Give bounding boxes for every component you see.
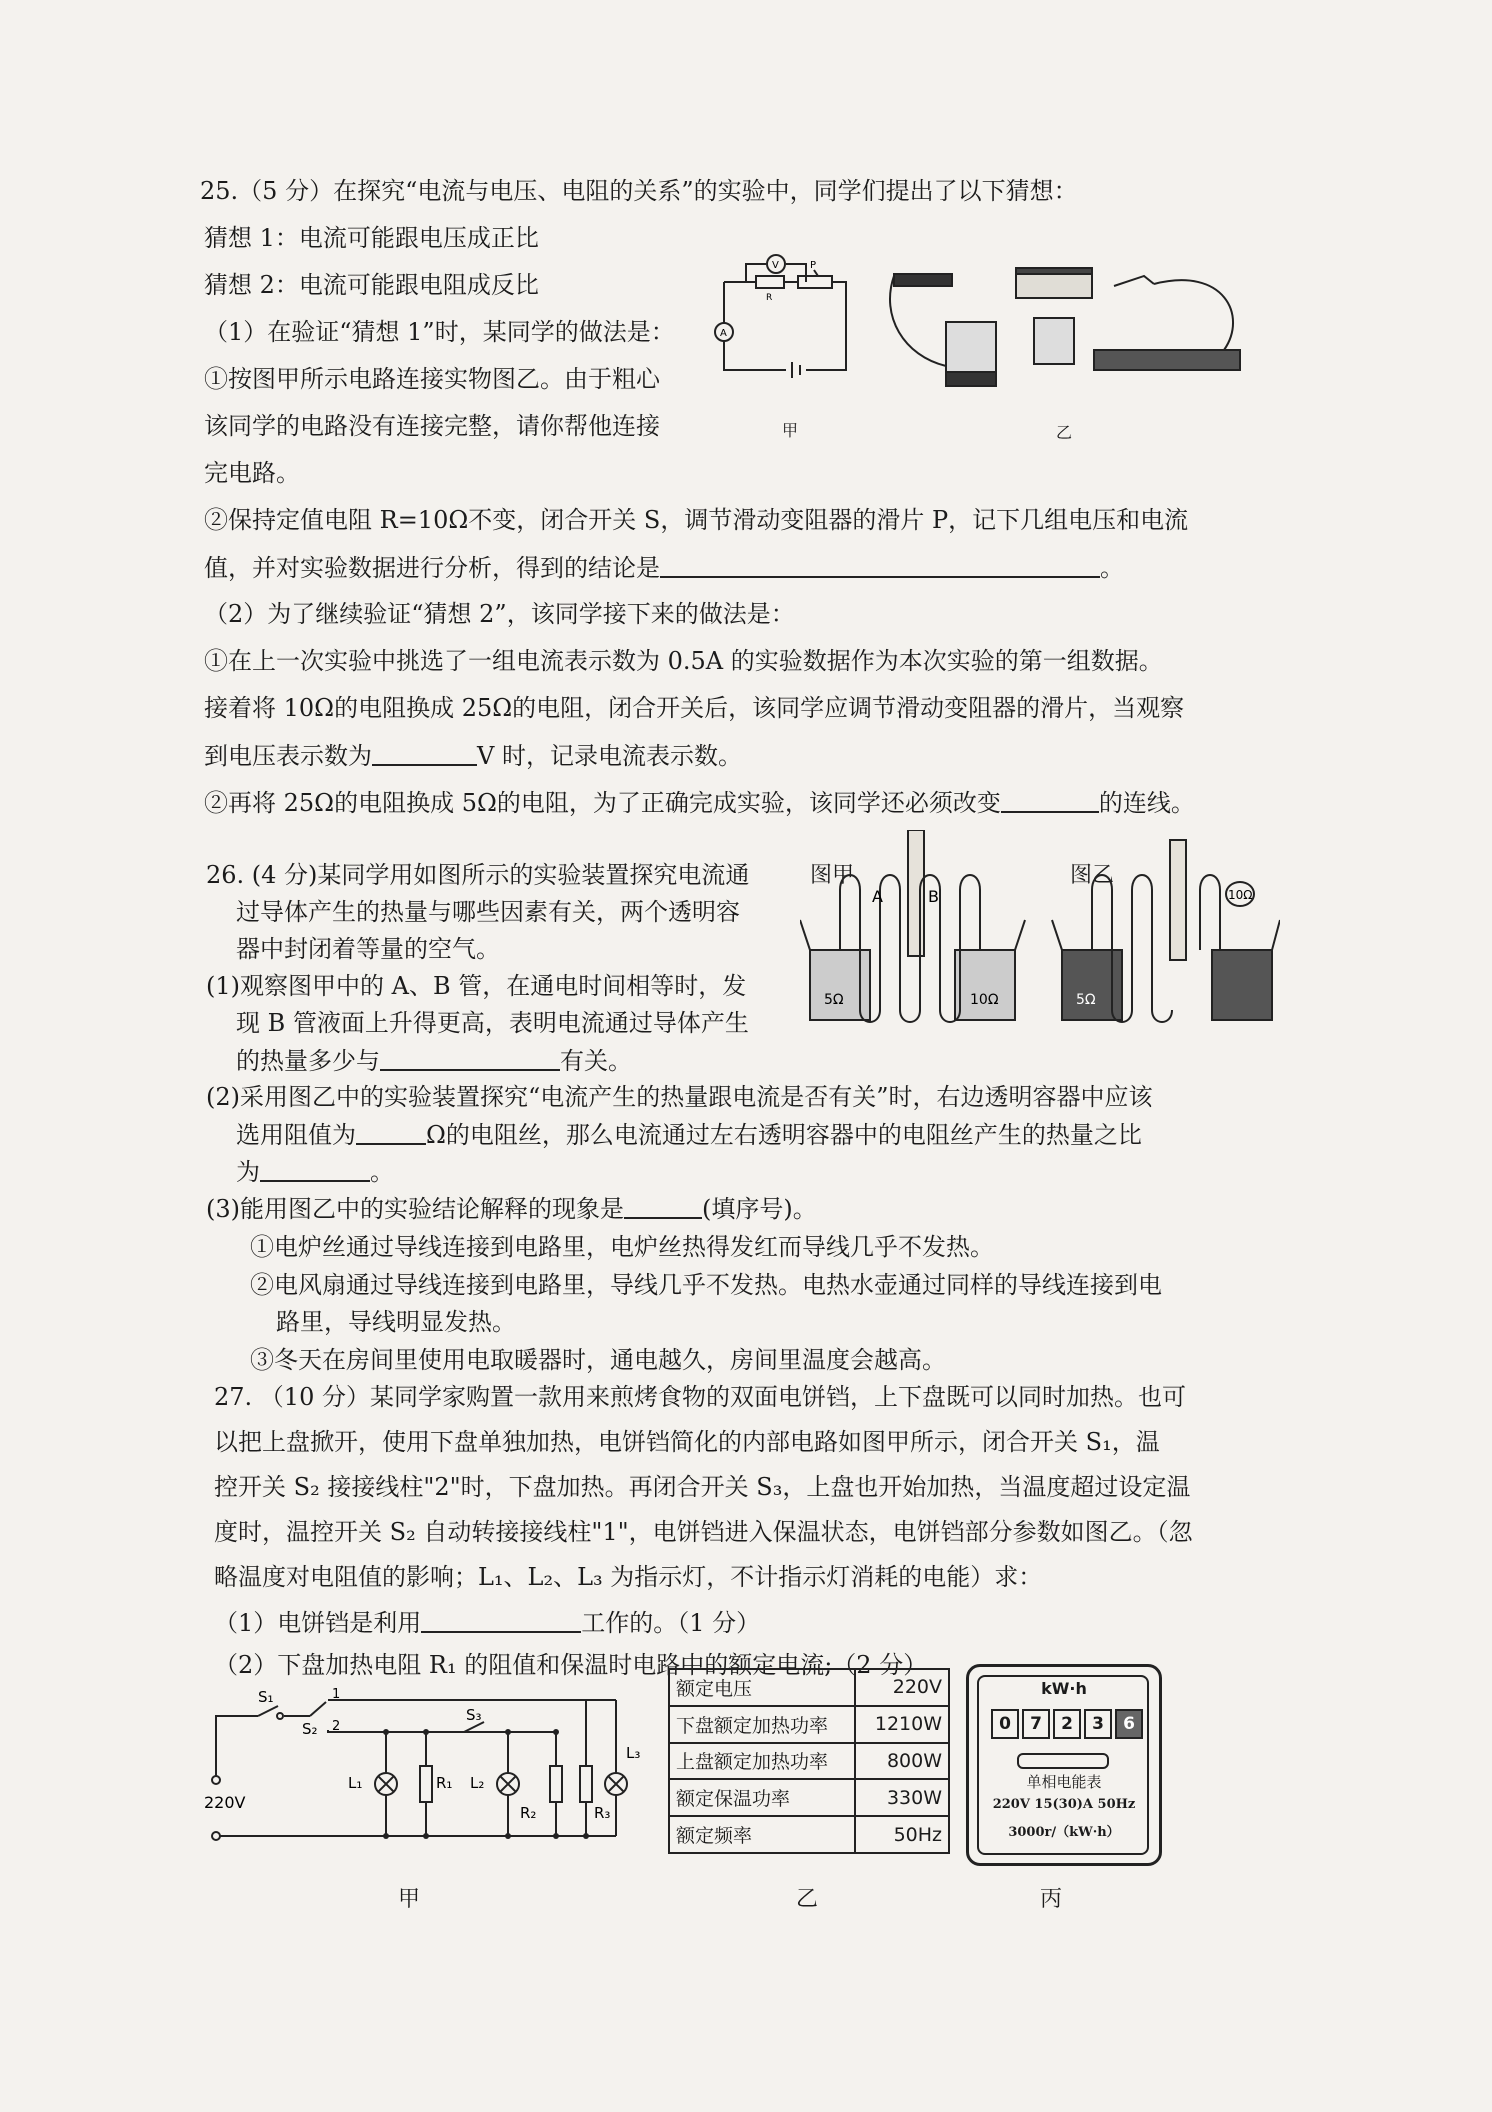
param-value: 330W <box>855 1779 949 1816</box>
q25-part2a-line2: 接着将 10Ω的电阻换成 25Ω的电阻，闭合开关后，该同学应调节滑动变阻器的滑片，当观察 <box>204 694 1185 722</box>
q27-meter-spec: 220V 15(30)A 50Hz <box>992 1797 1136 1812</box>
q26-ratio-blank[interactable] <box>260 1156 370 1182</box>
q26-stem-line1: 26. (4 分)某同学用如图所示的实验装置探究电流通 <box>206 861 750 889</box>
q27-sub1-text: （1）电饼铛是利用 <box>214 1609 422 1637</box>
meter-digit: 7 <box>1022 1709 1050 1739</box>
q27-line1: 27. （10 分）某同学家购置一款用来煎烤食物的双面电饼铛，上下盘既可以同时加热。也可 <box>214 1383 1186 1411</box>
q25-voltage-blank[interactable] <box>372 740 477 766</box>
q25-fig-yi-caption: 乙 <box>1056 423 1073 442</box>
meter-digit: 0 <box>991 1709 1019 1739</box>
q27-l1-label: L₁ <box>348 1774 363 1792</box>
q25-part2: （2）为了继续验证“猜想 2”，该同学接下来的做法是： <box>204 600 795 628</box>
param-row <box>669 1816 949 1853</box>
param-name: 额定频率 <box>669 1816 855 1853</box>
resistor-label: R <box>766 293 773 303</box>
q25-part1b-end: 。 <box>1100 554 1124 582</box>
param-row <box>669 1706 949 1743</box>
q25-voltage-text: 到电压表示数为 <box>204 742 372 770</box>
q25-part2b-text: ②再将 25Ω的电阻换成 5Ω的电阻，为了正确完成实验，该同学还必须改变 <box>204 789 1001 817</box>
q26-factor-blank[interactable] <box>380 1045 560 1071</box>
q27-meter-disc-window <box>1017 1753 1109 1769</box>
q25-fig-jia-caption: 甲 <box>782 421 799 440</box>
voltmeter-label: V <box>772 260 779 271</box>
param-value: 800W <box>855 1743 949 1780</box>
q26-fig-yi-caption: 图乙 <box>1070 863 1115 888</box>
q25-wire-blank[interactable] <box>1001 787 1099 813</box>
q27-electric-meter <box>966 1664 1162 1866</box>
q27-sub1 <box>214 1607 760 1638</box>
q27-terminal2-label: 2 <box>332 1719 341 1734</box>
q26-r10-label: 10Ω <box>970 992 999 1008</box>
q26-tube-b-label: B <box>928 887 939 906</box>
q27-sub2: （2）下盘加热电阻 R₁ 的阻值和保温时电路中的额定电流;（2 分） <box>214 1651 928 1679</box>
q25-part1b-line1: ②保持定值电阻 R=10Ω不变，闭合开关 S，调节滑动变阻器的滑片 P，记下几组电压和电流 <box>204 506 1189 534</box>
q27-line2: 以把上盘掀开，使用下盘单独加热，电饼铛简化的内部电路如图甲所示，闭合开关 S₁，温 <box>214 1428 1160 1456</box>
param-value: 1210W <box>855 1706 949 1743</box>
q26-part3 <box>206 1193 817 1224</box>
q26-part1-text: 的热量多少与 <box>236 1047 380 1075</box>
q25-part2b <box>204 787 1195 818</box>
q27-circuit-diagram <box>196 1686 656 1856</box>
q27-meter-name: 单相电能表 <box>1026 1773 1102 1791</box>
q26-stem-line3: 器中封闭着等量的空气。 <box>236 935 500 963</box>
q25-part2a-line3 <box>204 740 742 771</box>
param-row <box>669 1743 949 1780</box>
q27-sub1-end: 工作的。（1 分） <box>581 1609 761 1637</box>
q27-meter-rate: 3000r/（kW·h） <box>1008 1825 1120 1840</box>
q26-r5b-label: 5Ω <box>1076 992 1096 1008</box>
q26-option1: ①电炉丝通过导线连接到电路里，电炉丝热得发红而导线几乎不发热。 <box>250 1233 994 1261</box>
q26-part1-line2: 现 B 管液面上升得更高，表明电流通过导体产生 <box>236 1009 749 1037</box>
q26-part1-end: 有关。 <box>560 1047 632 1075</box>
param-name: 上盘额定加热功率 <box>669 1743 855 1780</box>
q25-part2a-line1: ①在上一次实验中挑选了一组电流表示数为 0.5A 的实验数据作为本次实验的第一组数据。 <box>204 647 1163 675</box>
q25-guess1: 猜想 1：电流可能跟电压成正比 <box>204 224 539 252</box>
param-name: 额定保温功率 <box>669 1779 855 1816</box>
q25-part1: （1）在验证“猜想 1”时，某同学的做法是： <box>204 318 675 346</box>
param-row <box>669 1669 949 1706</box>
q26-option2-line2: 路里，导线明显发热。 <box>276 1308 516 1336</box>
param-name: 下盘额定加热功率 <box>669 1706 855 1743</box>
q27-parameter-table <box>668 1668 950 1854</box>
q27-r2-label: R₂ <box>520 1804 537 1822</box>
q25-guess2: 猜想 2：电流可能跟电阻成反比 <box>204 271 539 299</box>
q27-s2-label: S₂ <box>302 1720 318 1738</box>
q27-line3: 控开关 S₂ 接接线柱"2"时，下盘加热。再闭合开关 S₃，上盘也开始加热，当温度超过设定温 <box>214 1473 1191 1501</box>
q27-l2-label: L₂ <box>470 1774 485 1792</box>
q26-part1-line1: (1)观察图甲中的 A、B 管，在通电时间相等时，发 <box>206 972 747 1000</box>
q27-line5: 略温度对电阻值的影响；L₁、L₂、L₃ 为指示灯，不计指示灯消耗的电能）求： <box>214 1563 1043 1591</box>
q27-caption-jia: 甲 <box>398 1887 421 1912</box>
ammeter-label: A <box>720 328 727 339</box>
q25-stem: 25.（5 分）在探究“电流与电压、电阻的关系”的实验中，同学们提出了以下猜想： <box>200 177 1078 205</box>
q27-r3-label: R₃ <box>594 1804 611 1822</box>
q26-part2-text: 选用阻值为 <box>236 1121 356 1149</box>
q25-part1a-line1: ①按图甲所示电路连接实物图乙。由于粗心 <box>204 365 660 393</box>
q26-part2-line2 <box>236 1119 1142 1150</box>
q26-resistance-blank[interactable] <box>356 1119 426 1145</box>
param-value: 220V <box>855 1669 949 1706</box>
q27-meter-digits <box>991 1709 1146 1739</box>
q26-option3: ③冬天在房间里使用电取暖器时，通电越久，房间里温度会越高。 <box>250 1346 946 1374</box>
q25-conclusion-blank[interactable] <box>660 552 1100 578</box>
q25-part1b-line2 <box>204 552 1124 583</box>
q27-meter-unit: kW·h <box>1041 1679 1087 1698</box>
q26-r10-top-label: 10Ω <box>1228 888 1253 902</box>
q27-l3-label: L₃ <box>626 1744 641 1762</box>
q25-part1a-line2: 该同学的电路没有连接完整，请你帮他连接 <box>204 412 660 440</box>
q26-part2-line3 <box>236 1156 394 1187</box>
q26-part3-text: (3)能用图乙中的实验结论解释的现象是 <box>206 1195 624 1223</box>
param-name: 额定电压 <box>669 1669 855 1706</box>
slider-label: P <box>810 260 817 271</box>
meter-digit: 3 <box>1084 1709 1112 1739</box>
q27-s1-label: S₁ <box>258 1688 274 1706</box>
q26-ratio-end: 。 <box>370 1158 394 1186</box>
q26-heating-apparatus <box>800 830 1280 1030</box>
q26-tube-a-label: A <box>872 887 883 906</box>
q25-part1a-line3: 完电路。 <box>204 459 300 487</box>
q26-option2-line1: ②电风扇通过导线连接到电路里，导线几乎不发热。电热水壶通过同样的导线连接到电 <box>250 1271 1162 1299</box>
q26-choice-blank[interactable] <box>624 1193 702 1219</box>
q25-circuit-diagram <box>706 252 866 382</box>
q25-part2b-end: 的连线。 <box>1098 789 1195 817</box>
q25-part1b-text: 值，并对实验数据进行分析，得到的结论是 <box>204 554 660 582</box>
q25-voltage-unit: V 时，记录电流表示数。 <box>477 742 742 770</box>
q26-r5-label: 5Ω <box>824 992 844 1008</box>
q27-r1-label: R₁ <box>436 1774 453 1792</box>
q26-part2-line1: (2)采用图乙中的实验装置探究“电流产生的热量跟电流是否有关”时，右边透明容器中应该 <box>206 1083 1153 1111</box>
q27-caption-yi: 乙 <box>796 1887 819 1912</box>
q27-voltage-label: 220V <box>204 1793 246 1812</box>
q27-caption-bing: 丙 <box>1040 1887 1063 1912</box>
q26-part2-text2: Ω的电阻丝，那么电流通过左右透明容器中的电阻丝产生的热量之比 <box>426 1121 1142 1149</box>
q25-apparatus-photo <box>884 256 1248 404</box>
param-row <box>669 1779 949 1816</box>
meter-digit: 6 <box>1115 1709 1143 1739</box>
q27-line4: 度时，温控开关 S₂ 自动转接接线柱"1"，电饼铛进入保温状态，电饼铛部分参数如图乙。（忽 <box>214 1518 1193 1546</box>
q26-stem-line2: 过导体产生的热量与哪些因素有关，两个透明容 <box>236 898 740 926</box>
q27-terminal1-label: 1 <box>332 1687 341 1702</box>
q27-s3-label: S₃ <box>466 1706 482 1724</box>
q26-part3-end: (填序号)。 <box>702 1195 817 1223</box>
q27-principle-blank[interactable] <box>421 1607 581 1633</box>
q26-part1-line3 <box>236 1045 632 1076</box>
param-value: 50Hz <box>855 1816 949 1853</box>
q26-ratio-text: 为 <box>236 1158 260 1186</box>
q26-fig-jia-caption: 图甲 <box>810 863 855 888</box>
meter-digit: 2 <box>1053 1709 1081 1739</box>
